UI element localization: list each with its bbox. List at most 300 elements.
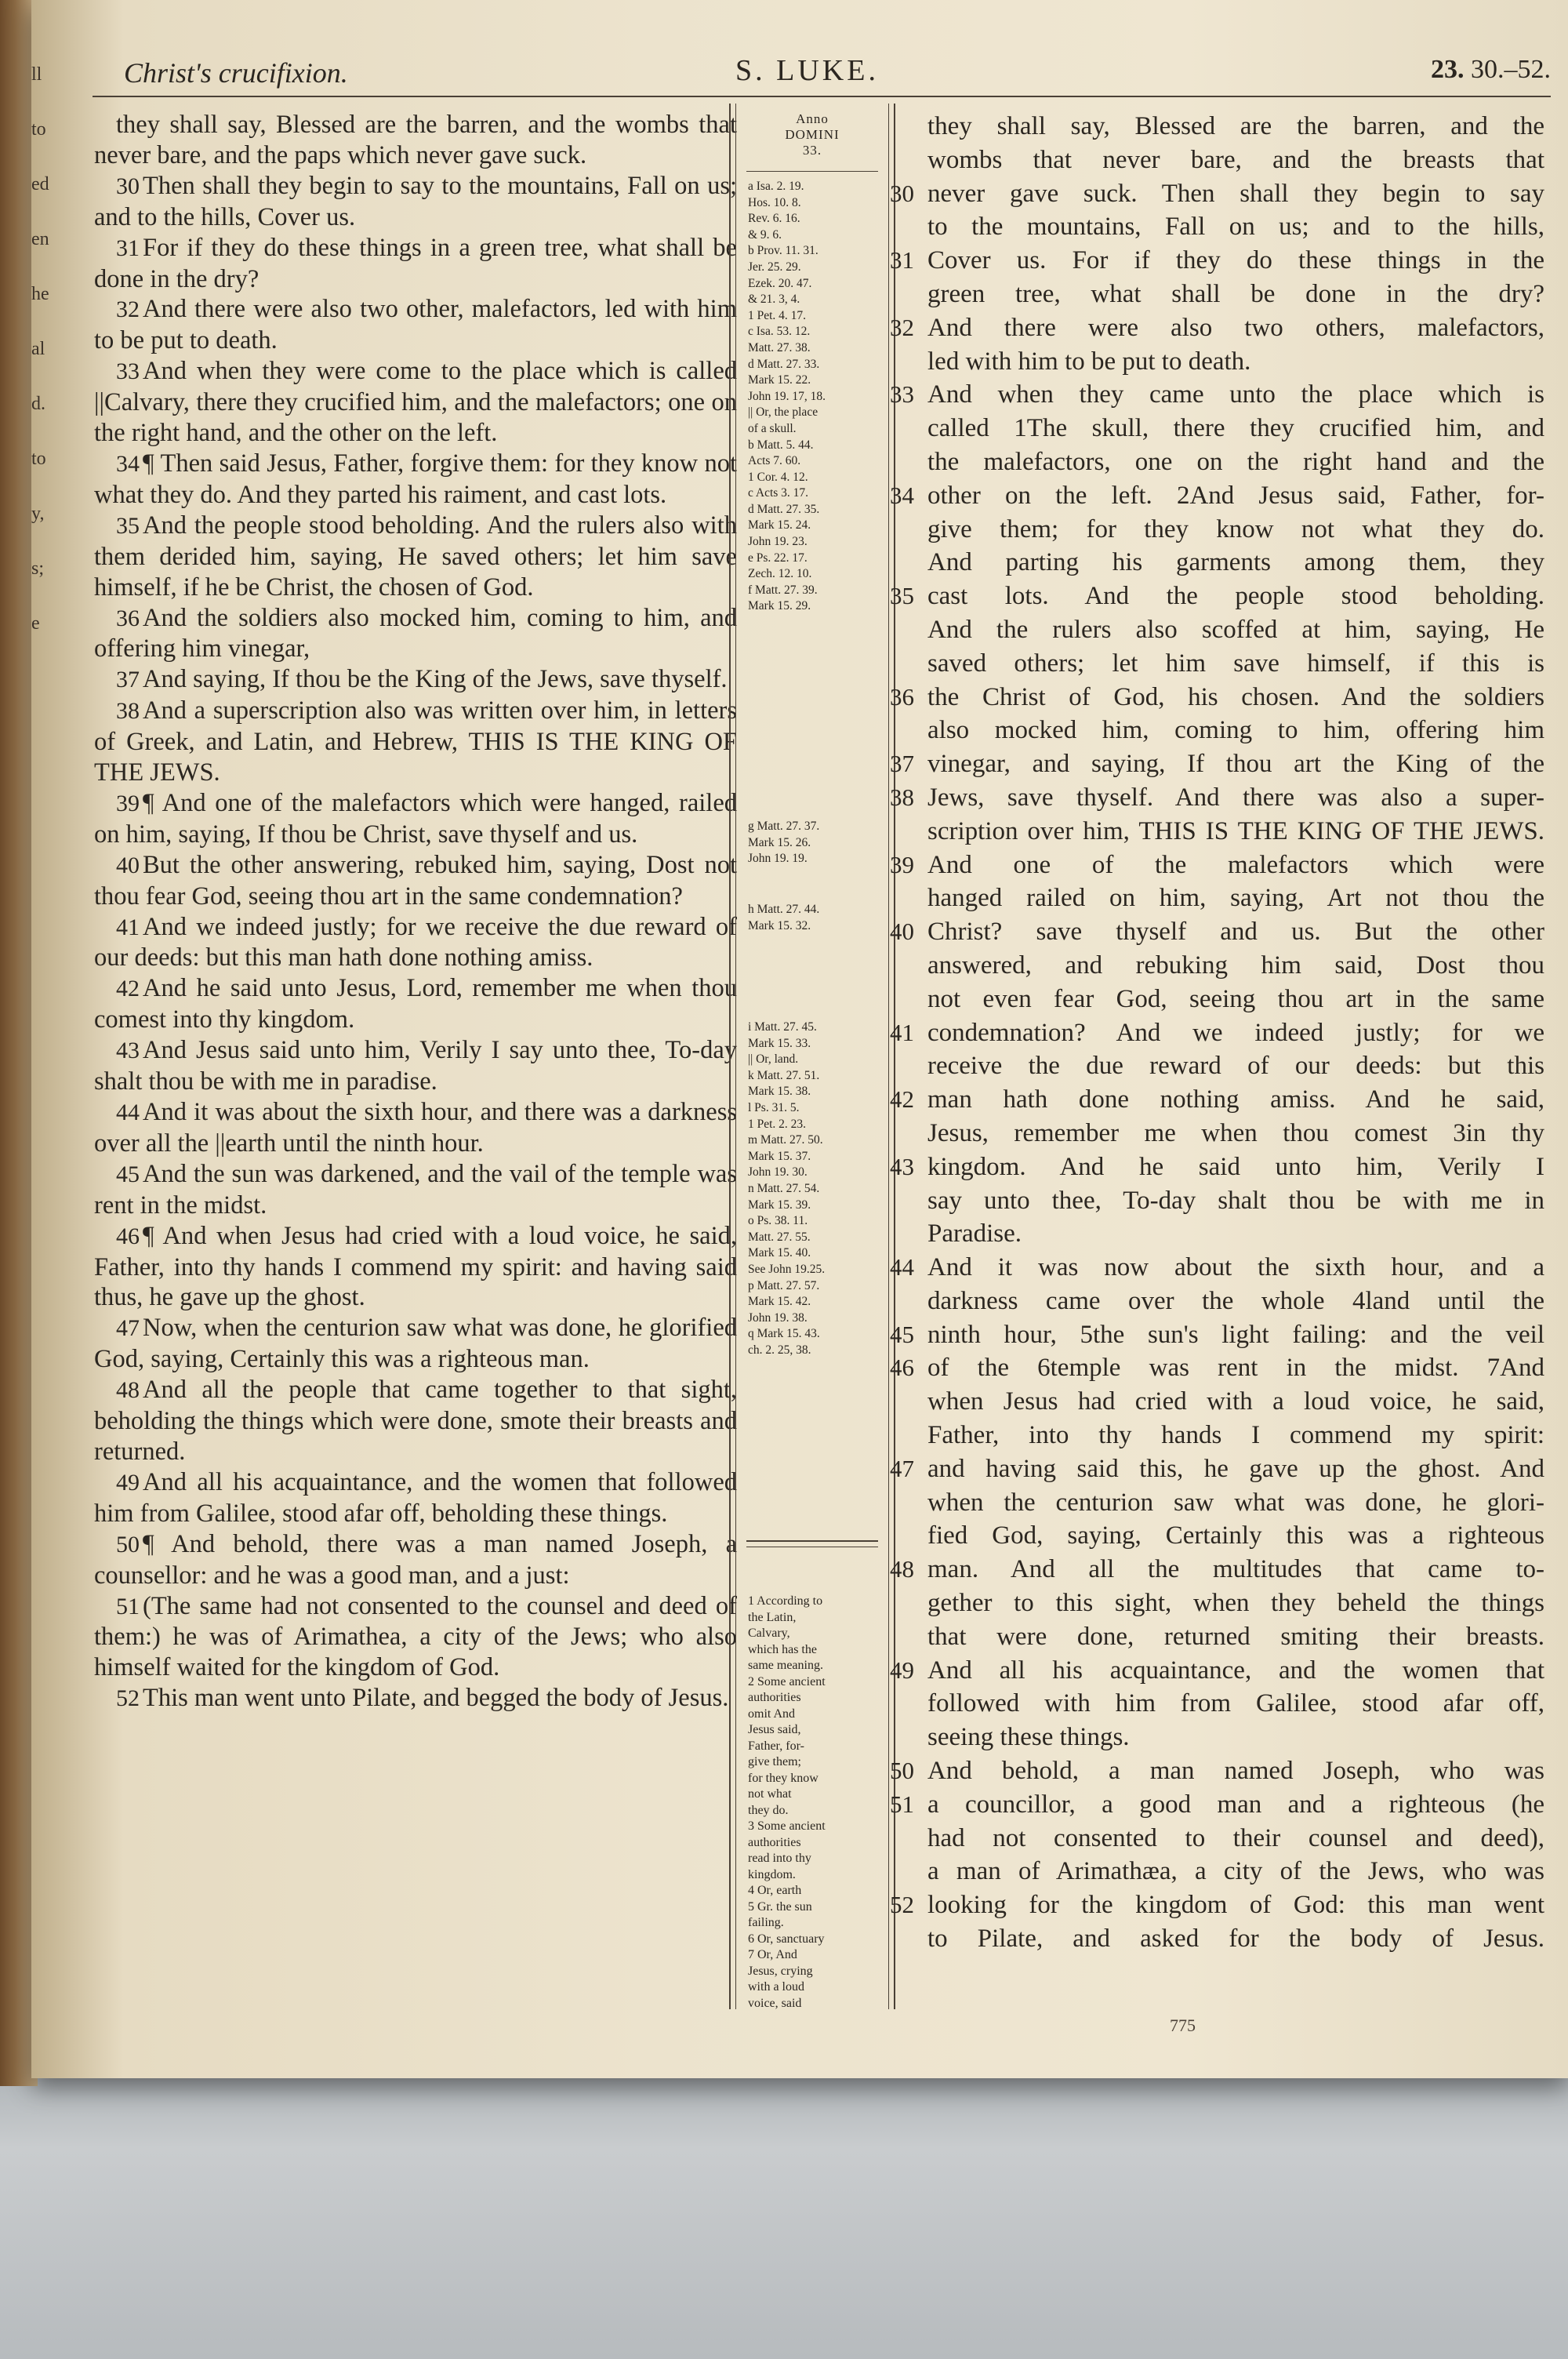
text-line bbox=[890, 1049, 1544, 1083]
verse-text: they shall say, Blessed are the barren, and the wombs that never bare, and the paps which never gave suck. bbox=[94, 111, 737, 169]
verse-text: And it was about the sixth hour, and there was a darkness over all the ||earth until the ninth hour. bbox=[94, 1098, 737, 1158]
line-text: called 1The skull, there they crucified him, and bbox=[927, 414, 1544, 443]
cross-reference: k Matt. 27. 51. bbox=[748, 1068, 820, 1082]
verse-number bbox=[890, 210, 927, 244]
text-line bbox=[890, 479, 1544, 513]
line-text: And one of the malefactors which were bbox=[927, 850, 1544, 879]
line-text: And parting his garments among them, they bbox=[927, 548, 1544, 577]
text-line bbox=[890, 1016, 1544, 1050]
line-text: hanged railed on him, saying, Art not thou the bbox=[927, 884, 1544, 913]
verse-number: 34 bbox=[890, 481, 914, 509]
edge-fragment: en bbox=[31, 229, 49, 249]
verse-text: And the sun was darkened, and the vail of the temple was rent in the midst. bbox=[94, 1159, 737, 1219]
verse bbox=[94, 696, 737, 788]
cross-reference: h Matt. 27. 44. bbox=[748, 903, 820, 916]
verse bbox=[94, 664, 737, 696]
line-text: not even fear God, seeing thou art in the same bbox=[927, 984, 1544, 1013]
text-line bbox=[890, 815, 1544, 849]
verse-number: 35 bbox=[890, 582, 914, 610]
verse-number: 31 bbox=[890, 246, 914, 274]
verse bbox=[94, 356, 737, 449]
anno-line: DOMINI bbox=[785, 127, 840, 142]
cross-reference: c Isa. 53. 12. bbox=[748, 325, 811, 339]
line-text: Jews, save thyself. And there was also a super- bbox=[927, 783, 1544, 812]
cross-reference: John 19. 19. bbox=[748, 852, 808, 866]
text-line bbox=[890, 412, 1544, 445]
text-line bbox=[890, 1553, 1544, 1587]
text-line bbox=[890, 1117, 1544, 1150]
text-line bbox=[890, 1687, 1544, 1721]
verse bbox=[94, 788, 737, 850]
verse-number bbox=[890, 1184, 927, 1218]
verse-number: 50 bbox=[116, 1531, 140, 1558]
cross-reference: ch. 2. 25, 38. bbox=[748, 1343, 811, 1357]
verse-number bbox=[890, 1419, 927, 1452]
verse-number: 37 bbox=[116, 667, 140, 693]
cross-reference: Zech. 12. 10. bbox=[748, 567, 812, 581]
text-line bbox=[890, 1419, 1544, 1452]
footnote-line: Jesus, crying bbox=[748, 1964, 813, 1978]
verse-number bbox=[890, 949, 927, 983]
line-text: to Pilate, and asked for the body of Jesus. bbox=[927, 1925, 1544, 1954]
text-line bbox=[890, 1351, 1544, 1385]
verse bbox=[94, 850, 737, 912]
line-text: say unto thee, To-day shalt thou be with me in bbox=[927, 1186, 1544, 1215]
edge-fragment: to bbox=[31, 449, 46, 469]
verse-number: 44 bbox=[890, 1253, 914, 1281]
footnote-line: Jesus said, bbox=[748, 1723, 801, 1736]
cross-reference: John 19. 23. bbox=[748, 535, 808, 549]
verse-number: 30 bbox=[116, 173, 140, 199]
footnote-line: failing. bbox=[748, 1916, 784, 1929]
verse bbox=[94, 1683, 737, 1714]
verse-number: 41 bbox=[890, 1018, 914, 1046]
cross-reference: || Or, land. bbox=[748, 1052, 799, 1067]
footnote-line: 3 Some ancient bbox=[748, 1819, 826, 1833]
cross-reference: Mark 15. 42. bbox=[748, 1295, 811, 1309]
verse-number bbox=[890, 546, 927, 580]
line-text: green tree, what shall be done in the dry? bbox=[927, 279, 1544, 308]
cross-reference: d Matt. 27. 35. bbox=[748, 502, 820, 516]
verse-text: And saying, If thou be the King of the Jews, save thyself. bbox=[143, 665, 728, 694]
verse-text: For if they do these things in a green tree, what shall be done in the dry? bbox=[94, 233, 737, 293]
text-line bbox=[890, 1385, 1544, 1419]
verse bbox=[94, 1221, 737, 1314]
text-line bbox=[890, 210, 1544, 244]
verse-number: 40 bbox=[116, 852, 140, 878]
text-line bbox=[890, 1217, 1544, 1251]
verse-text: ¶ And when Jesus had cried with a loud voice, he said, Father, into thy hands I commend my spirit: and having said thus, he gave up the ghost. bbox=[94, 1221, 737, 1312]
verse bbox=[94, 603, 737, 665]
text-line bbox=[890, 1318, 1544, 1352]
line-text: Cover us. For if they do these things in the bbox=[927, 246, 1544, 275]
verse-number: 42 bbox=[116, 976, 140, 1002]
line-text: Paradise. bbox=[927, 1219, 1022, 1249]
line-text: And when they came unto the place which is bbox=[927, 380, 1544, 409]
verse bbox=[94, 1375, 737, 1467]
verse-number: 32 bbox=[890, 313, 914, 341]
edge-fragment: d. bbox=[31, 394, 45, 414]
verse-number bbox=[890, 345, 927, 379]
verse bbox=[94, 110, 737, 171]
verse-text: And a superscription also was written over him, in letters of Greek, and Latin, and Hebrew, THIS IS THE KING OF THE JEWS. bbox=[94, 696, 737, 787]
cross-reference: Mark 15. 29. bbox=[748, 599, 811, 613]
line-text: ninth hour, 5the sun's light failing: and the veil bbox=[927, 1320, 1544, 1349]
page-number: 775 bbox=[1170, 2016, 1196, 2035]
line-text: man. And all the multitudes that came to- bbox=[927, 1555, 1544, 1584]
verse-number: 35 bbox=[116, 512, 140, 539]
cross-reference: l Ps. 31. 5. bbox=[748, 1100, 800, 1114]
verse-number bbox=[890, 1285, 927, 1318]
verse bbox=[94, 171, 737, 233]
text-line bbox=[890, 681, 1544, 714]
verse-text: And Jesus said unto him, Verily I say unto thee, To-day shalt thou be with me in paradise. bbox=[94, 1036, 737, 1096]
verse-number bbox=[890, 513, 927, 547]
cross-reference: Mark 15. 39. bbox=[748, 1198, 811, 1212]
verse-number: 36 bbox=[890, 682, 914, 711]
text-line bbox=[890, 613, 1544, 647]
verse-number: 37 bbox=[890, 750, 914, 778]
verse-number bbox=[890, 144, 927, 177]
verse bbox=[94, 1159, 737, 1221]
cross-reference: John 19. 30. bbox=[748, 1165, 808, 1180]
verse-number: 40 bbox=[890, 918, 914, 946]
footnote-line: Calvary, bbox=[748, 1627, 790, 1640]
verse-text: And we indeed justly; for we receive the due reward of our deeds: but this man hath done nothing amiss. bbox=[94, 912, 737, 972]
verse-number bbox=[890, 1385, 927, 1419]
verse bbox=[94, 1467, 737, 1529]
edge-fragment: s; bbox=[31, 558, 45, 579]
text-line bbox=[890, 345, 1544, 379]
cross-reference: Mark 15. 24. bbox=[748, 518, 811, 533]
line-text: they shall say, Blessed are the barren, and the bbox=[927, 112, 1544, 140]
text-line bbox=[890, 714, 1544, 747]
text-line bbox=[890, 1754, 1544, 1788]
cross-reference: See John 19.25. bbox=[748, 1262, 826, 1276]
cross-reference: 1 Cor. 4. 12. bbox=[748, 470, 808, 484]
cross-reference: 1 Pet. 4. 17. bbox=[748, 308, 807, 322]
edge-fragment: ll bbox=[31, 64, 42, 85]
text-line bbox=[890, 1251, 1544, 1285]
footnote-line: omit And bbox=[748, 1707, 796, 1721]
cross-reference: Rev. 6. 16. bbox=[748, 212, 800, 226]
text-line bbox=[890, 1184, 1544, 1218]
header-book-title: S. LUKE. bbox=[735, 54, 879, 87]
footnote-line: 1 According to bbox=[748, 1594, 823, 1608]
text-line bbox=[890, 881, 1544, 915]
verse bbox=[94, 1591, 737, 1684]
line-text: when Jesus had cried with a loud voice, he said, bbox=[927, 1387, 1544, 1416]
verse-number bbox=[890, 1721, 927, 1754]
cross-reference: b Matt. 5. 44. bbox=[748, 438, 814, 452]
footnote-line: kingdom. bbox=[748, 1867, 796, 1881]
verse bbox=[94, 1035, 737, 1097]
footnote-line: voice, said bbox=[748, 1996, 802, 2010]
verse-text: And all his acquaintance, and the women that followed him from Galilee, stood afar off, beholding these things. bbox=[94, 1467, 737, 1528]
verse-number: 47 bbox=[116, 1315, 140, 1342]
cross-reference: & 21. 3, 4. bbox=[748, 293, 800, 307]
text-line bbox=[890, 1654, 1544, 1688]
verse-number bbox=[890, 412, 927, 445]
cross-reference: m Matt. 27. 50. bbox=[748, 1133, 823, 1147]
text-line bbox=[890, 1721, 1544, 1754]
line-text: And it was now about the sixth hour, and a bbox=[927, 1253, 1544, 1282]
edge-fragment: ed bbox=[31, 174, 49, 194]
text-line bbox=[890, 1083, 1544, 1117]
verse bbox=[94, 912, 737, 974]
line-text: looking for the kingdom of God: this man went bbox=[927, 1891, 1544, 1920]
text-line bbox=[890, 144, 1544, 177]
line-text: Christ? save thyself and us. But the other bbox=[927, 918, 1544, 947]
verse-number: 43 bbox=[890, 1152, 914, 1180]
line-text: of the 6temple was rent in the midst. 7And bbox=[927, 1354, 1544, 1383]
kjv-text-column bbox=[94, 110, 737, 1714]
verse-text: ¶ And one of the malefactors which were hanged, railed on him, saying, If thou be Christ, save thyself and us. bbox=[94, 788, 737, 849]
cross-reference: b Prov. 11. 31. bbox=[748, 244, 818, 258]
verse-number bbox=[890, 815, 927, 849]
line-text: to the mountains, Fall on us; and to the hills, bbox=[927, 213, 1544, 242]
cross-reference: & 9. 6. bbox=[748, 227, 782, 242]
header-left-title: Christ's crucifixion. bbox=[124, 57, 348, 89]
verse-text: Now, when the centurion saw what was done, he glorified God, saying, Certainly this was a righteous man. bbox=[94, 1314, 737, 1374]
verse-number: 52 bbox=[890, 1891, 914, 1919]
cross-reference: Ezek. 20. 47. bbox=[748, 276, 812, 290]
verse-number: 51 bbox=[890, 1790, 914, 1818]
verse-number: 47 bbox=[890, 1454, 914, 1482]
verse-number bbox=[890, 1620, 927, 1654]
verse-text: And the people stood beholding. And the rulers also with them derided him, saying, He saved others; let him save himself, if he be Christ, the chosen of God. bbox=[94, 511, 737, 602]
footnote-line: read into thy bbox=[748, 1852, 811, 1865]
line-text: man hath done nothing amiss. And he said, bbox=[927, 1085, 1544, 1114]
footnote-line: they do. bbox=[748, 1803, 789, 1817]
verse-number: 51 bbox=[116, 1593, 140, 1619]
edge-fragment: al bbox=[31, 339, 45, 359]
verse bbox=[94, 233, 737, 295]
text-line bbox=[890, 1486, 1544, 1520]
cross-reference: Mark 15. 22. bbox=[748, 373, 811, 387]
verse-text: (The same had not consented to the counsel and deed of them:) he was of Arimathea, a city of the Jews; who also himself waited for the kingdom of God. bbox=[94, 1591, 737, 1682]
footnote-line: 4 Or, earth bbox=[748, 1884, 802, 1897]
cross-reference: g Matt. 27. 37. bbox=[748, 820, 820, 833]
verse-number: 39 bbox=[890, 850, 914, 878]
footnote-line: which has the bbox=[748, 1642, 817, 1656]
line-text: followed with him from Galilee, stood afar off, bbox=[927, 1689, 1544, 1718]
verse-number bbox=[890, 1117, 927, 1150]
verse-number: 36 bbox=[116, 605, 140, 631]
line-text: answered, and rebuking him said, Dost thou bbox=[927, 951, 1544, 980]
verse-number: 44 bbox=[116, 1100, 140, 1125]
line-text: the Christ of God, his chosen. And the soldiers bbox=[927, 682, 1544, 711]
footnote-line: 6 Or, sanctuary bbox=[748, 1932, 825, 1946]
text-line bbox=[890, 445, 1544, 479]
text-line bbox=[890, 580, 1544, 613]
verse-number: 50 bbox=[890, 1757, 914, 1785]
line-text: that were done, returned smiting their breasts. bbox=[927, 1622, 1544, 1651]
reference-group bbox=[748, 819, 880, 867]
previous-page-edge-text bbox=[31, 47, 58, 2008]
cross-reference: || Or, the place bbox=[748, 405, 818, 420]
edge-fragment: e bbox=[31, 613, 40, 634]
anno-domini-label bbox=[746, 111, 878, 158]
edge-fragment: y, bbox=[31, 503, 45, 524]
verse-text: ¶ And behold, there was a man named Joseph, a counsellor: and he was a good man, and a just: bbox=[94, 1529, 737, 1590]
verse-number: 33 bbox=[890, 380, 914, 409]
cross-reference: d Matt. 27. 33. bbox=[748, 357, 820, 371]
verse-number: 45 bbox=[890, 1320, 914, 1348]
line-text: led with him to be put to death. bbox=[927, 347, 1251, 376]
cross-reference: Matt. 27. 55. bbox=[748, 1230, 811, 1244]
verse-number bbox=[890, 1519, 927, 1553]
text-line bbox=[890, 1922, 1544, 1956]
footnote-line: same meaning. bbox=[748, 1659, 823, 1672]
verse-number: 43 bbox=[116, 1038, 140, 1064]
revised-version-footnotes bbox=[748, 1594, 881, 2012]
edge-fragment: he bbox=[31, 284, 49, 304]
reference-group bbox=[748, 902, 880, 934]
verse-number: 33 bbox=[116, 358, 140, 385]
line-text: And all his acquaintance, and the women that bbox=[927, 1656, 1544, 1685]
text-line bbox=[890, 177, 1544, 211]
footnote-line: Father, for- bbox=[748, 1739, 804, 1753]
text-line bbox=[890, 1855, 1544, 1888]
cross-reference: p Matt. 27. 57. bbox=[748, 1278, 820, 1292]
text-line bbox=[890, 1150, 1544, 1184]
verse-number bbox=[890, 613, 927, 647]
verse bbox=[94, 1529, 737, 1591]
footnote-line: not what bbox=[748, 1787, 792, 1801]
cross-reference: Hos. 10. 8. bbox=[748, 195, 801, 209]
reference-column bbox=[729, 104, 895, 2009]
reference-group bbox=[748, 179, 880, 615]
header-chapter-verses: 23. 30.–52. bbox=[1431, 55, 1551, 84]
cross-reference: of a skull. bbox=[748, 421, 797, 435]
cross-reference: Mark 15. 38. bbox=[748, 1085, 811, 1099]
verse-text: This man went unto Pilate, and begged the body of Jesus. bbox=[143, 1684, 729, 1713]
line-text: a councillor, a good man and a righteous (he bbox=[927, 1790, 1544, 1819]
verse-number bbox=[890, 983, 927, 1016]
text-line bbox=[890, 378, 1544, 412]
text-line bbox=[890, 647, 1544, 681]
verse-number: 31 bbox=[116, 234, 140, 261]
footnote-line: 2 Some ancient bbox=[748, 1674, 826, 1688]
verse bbox=[94, 1313, 737, 1375]
cross-reference: a Isa. 2. 19. bbox=[748, 180, 804, 193]
verse bbox=[94, 449, 737, 511]
text-line bbox=[890, 244, 1544, 278]
footnote-line: give them; bbox=[748, 1755, 801, 1768]
footnote-line: with a loud bbox=[748, 1980, 804, 1994]
verse-number: 39 bbox=[116, 790, 140, 816]
text-line bbox=[890, 1519, 1544, 1553]
line-text: scription over him, THIS IS THE KING OF THE JEWS. bbox=[927, 816, 1544, 845]
revised-text-column bbox=[890, 110, 1544, 1956]
line-text: fied God, saying, Certainly this was a righteous bbox=[927, 1521, 1544, 1550]
cross-reference: Mark 15. 40. bbox=[748, 1246, 811, 1260]
cross-reference: Mark 15. 26. bbox=[748, 835, 811, 849]
verse-number: 42 bbox=[890, 1085, 914, 1114]
text-line bbox=[890, 1888, 1544, 1922]
text-line bbox=[890, 513, 1544, 547]
verse-text: And when they were come to the place which is called ||Calvary, there they crucified him, and the malefactors; one on the right hand, and the other on the left. bbox=[94, 357, 737, 448]
footnote-line: authorities bbox=[748, 1835, 801, 1849]
anno-line: Anno bbox=[796, 111, 829, 126]
verse bbox=[94, 294, 737, 356]
line-text: vinegar, and saying, If thou art the King of the bbox=[927, 750, 1544, 779]
line-text: kingdom. And he said unto him, Verily I bbox=[927, 1152, 1544, 1181]
text-line bbox=[890, 1620, 1544, 1654]
line-text: when the centurion saw what was done, he glori- bbox=[927, 1488, 1544, 1517]
line-text: And the rulers also scoffed at him, saying, He bbox=[927, 615, 1544, 644]
verse-text: ¶ Then said Jesus, Father, forgive them: for they know not what they do. And they parted his raiment, and cast lots. bbox=[94, 449, 737, 509]
verse-text: But the other answering, rebuked him, saying, Dost not thou fear God, seeing thou art in the same condemnation? bbox=[94, 850, 737, 911]
verse-number: 30 bbox=[890, 179, 914, 207]
verse-number: 52 bbox=[116, 1685, 140, 1712]
cross-reference: Matt. 27. 38. bbox=[748, 340, 811, 354]
verse-number bbox=[890, 1822, 927, 1856]
footnote-line: the Latin, bbox=[748, 1610, 797, 1624]
line-text: had not consented to their counsel and deed), bbox=[927, 1823, 1544, 1852]
text-line bbox=[890, 915, 1544, 949]
verse-number bbox=[890, 1855, 927, 1888]
cross-reference: e Ps. 22. 17. bbox=[748, 551, 808, 565]
verse-number bbox=[890, 647, 927, 681]
book-page bbox=[31, 0, 1568, 2078]
verse-number bbox=[890, 1486, 927, 1520]
verse-number bbox=[890, 110, 927, 144]
cross-reference: q Mark 15. 43. bbox=[748, 1327, 820, 1341]
verse-number bbox=[890, 1217, 927, 1251]
text-line bbox=[890, 1822, 1544, 1856]
verse bbox=[94, 973, 737, 1035]
verse-number: 45 bbox=[116, 1161, 140, 1187]
cross-reference: Mark 15. 32. bbox=[748, 918, 811, 932]
reference-group bbox=[748, 1020, 880, 1358]
verse-number: 38 bbox=[890, 783, 914, 811]
verse-number: 48 bbox=[890, 1555, 914, 1583]
verse-number: 41 bbox=[116, 914, 140, 940]
text-line bbox=[890, 110, 1544, 144]
cross-reference: Mark 15. 33. bbox=[748, 1036, 811, 1050]
verse-text: And all the people that came together to that sight, beholding the things which were done, smote their breasts and returned. bbox=[94, 1376, 737, 1466]
text-line bbox=[890, 781, 1544, 815]
line-text: never gave suck. Then shall they begin to say bbox=[927, 179, 1544, 208]
verse-text: And he said unto Jesus, Lord, remember me when thou comest into thy kingdom. bbox=[94, 974, 737, 1034]
verse-number bbox=[890, 1587, 927, 1620]
line-text: condemnation? And we indeed justly; for we bbox=[927, 1018, 1544, 1047]
anno-divider bbox=[746, 171, 878, 172]
footnote-line: for they know bbox=[748, 1771, 818, 1785]
text-line bbox=[890, 311, 1544, 345]
text-line bbox=[890, 1788, 1544, 1822]
verse-number: 49 bbox=[890, 1656, 914, 1684]
verse bbox=[94, 511, 737, 603]
cross-reference: c Acts 3. 17. bbox=[748, 486, 809, 500]
line-text: the malefactors, one on the right hand and the bbox=[927, 447, 1544, 476]
text-line bbox=[890, 849, 1544, 882]
verse-number bbox=[890, 1922, 927, 1956]
text-line bbox=[890, 1285, 1544, 1318]
footnote-line: 7 Or, And bbox=[748, 1948, 797, 1961]
line-text: other on the left. 2And Jesus said, Father, for- bbox=[927, 481, 1544, 510]
cross-reference: Jer. 25. 29. bbox=[748, 260, 801, 274]
line-text: Father, into thy hands I commend my spirit: bbox=[927, 1421, 1544, 1450]
line-text: seeing these things. bbox=[927, 1723, 1130, 1752]
line-text: darkness came over the whole 4land until the bbox=[927, 1286, 1544, 1315]
verse-number bbox=[890, 278, 927, 311]
text-line bbox=[890, 983, 1544, 1016]
verse-number bbox=[890, 881, 927, 915]
text-line bbox=[890, 1587, 1544, 1620]
